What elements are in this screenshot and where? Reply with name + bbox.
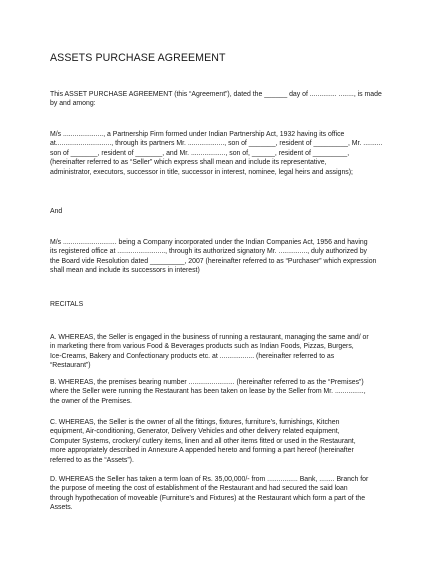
text-line: son of _______, resident of _______, and Mr. .................., son of, ______, resident of _________, bbox=[50, 149, 350, 157]
text-line: where the Seller were running the Restaurant has been taken on lease by the Seller from Mr. ..............., bbox=[50, 388, 366, 396]
text-line: B. WHEREAS, the premises bearing number ........................ (hereinafter referred to as the “Premises”) bbox=[50, 379, 364, 386]
recital-d bbox=[50, 475, 395, 513]
intro-paragraph bbox=[50, 90, 395, 109]
text-line: by and among: bbox=[50, 100, 96, 108]
text-line: This ASSET PURCHASE AGREEMENT (this “Agreement”), dated the ______ day of .............. ........, is made bbox=[50, 91, 382, 98]
purchaser-party-paragraph bbox=[50, 238, 395, 276]
text-line: “Restaurant”) bbox=[50, 362, 91, 370]
text-line: equipment, Air-conditioning, Generator, Delivery Vehicles and other delivery related equipment, bbox=[50, 428, 340, 436]
text-line: at............................., through its partners Mr. ..................., son of _______, resident of _________, Mr. .......... bbox=[50, 140, 383, 148]
text-line: M/s ............................ being a Company incorporated under the Indian Companies Act, 1956 and having bbox=[50, 239, 368, 246]
text-line: referred to as the “Assets”). bbox=[50, 456, 134, 464]
text-line: A. WHEREAS, the Seller is engaged in the business of running a restaurant, managing the same and/ or bbox=[50, 334, 369, 341]
text-line: (hereinafter referred to as “Seller” which express shall mean and include its representative, bbox=[50, 159, 327, 167]
text-line: shall mean and include its successors in interest) bbox=[50, 267, 200, 275]
text-line: through hypothecation of moveable (Furniture’s and Fixtures) at the Restaurant which form a part of the bbox=[50, 494, 366, 502]
text-line: And bbox=[50, 208, 63, 215]
text-line: Assets. bbox=[50, 504, 73, 512]
text-line: RECITALS bbox=[50, 301, 84, 308]
text-line: the purpose of meeting the cost of establishment of the Restaurant and had secured the said loan bbox=[50, 485, 348, 493]
text-line: Computer Systems, crockery/ cutlery items, linen and all other items fitted or used in the Restaurant, bbox=[50, 437, 356, 445]
recital-a bbox=[50, 333, 395, 371]
text-line: M/s ....................., a Partnership Firm formed under Indian Partnership Act, 1932 having its office bbox=[50, 131, 345, 138]
seller-party-paragraph bbox=[50, 130, 395, 177]
text-line: D. WHEREAS the Seller has taken a term loan of Rs. 35,00,000/- from ................ Bank, ........ Branch for bbox=[50, 476, 369, 483]
text-line: the owner of the Premises. bbox=[50, 397, 132, 405]
text-line: its registered office at ........................., through its authorized signatory Mr. ..............., duly authorized by bbox=[50, 248, 367, 256]
and-label bbox=[50, 207, 395, 216]
recitals-heading bbox=[50, 300, 395, 309]
text-line: C. WHEREAS, the Seller is the owner of all the fittings, fixtures, furniture’s, furnishings, Kitchen bbox=[50, 419, 340, 426]
text-line: more appropriately described in Annexure A appended hereto and forming a part hereof (hereinafter bbox=[50, 447, 354, 455]
recital-b bbox=[50, 378, 395, 406]
text-line: in marketing there from various Food & Beverages products such as Indian Foods, Pizzas, Burgers, bbox=[50, 343, 354, 351]
text-line: the Board vide Resolution dated _________, 2007 (hereinafter referred to as “Purchaser” which expression bbox=[50, 257, 377, 265]
text-line: Ice-Creams, Bakery and Confectionary products etc. at .................. (hereinafter referred to as bbox=[50, 352, 335, 360]
recital-c bbox=[50, 418, 395, 465]
document-title: ASSETS PURCHASE AGREEMENT bbox=[50, 52, 226, 64]
text-line: administrator, executors, successor in title, successor in interest, nominee, legal heirs and assigns); bbox=[50, 168, 353, 176]
